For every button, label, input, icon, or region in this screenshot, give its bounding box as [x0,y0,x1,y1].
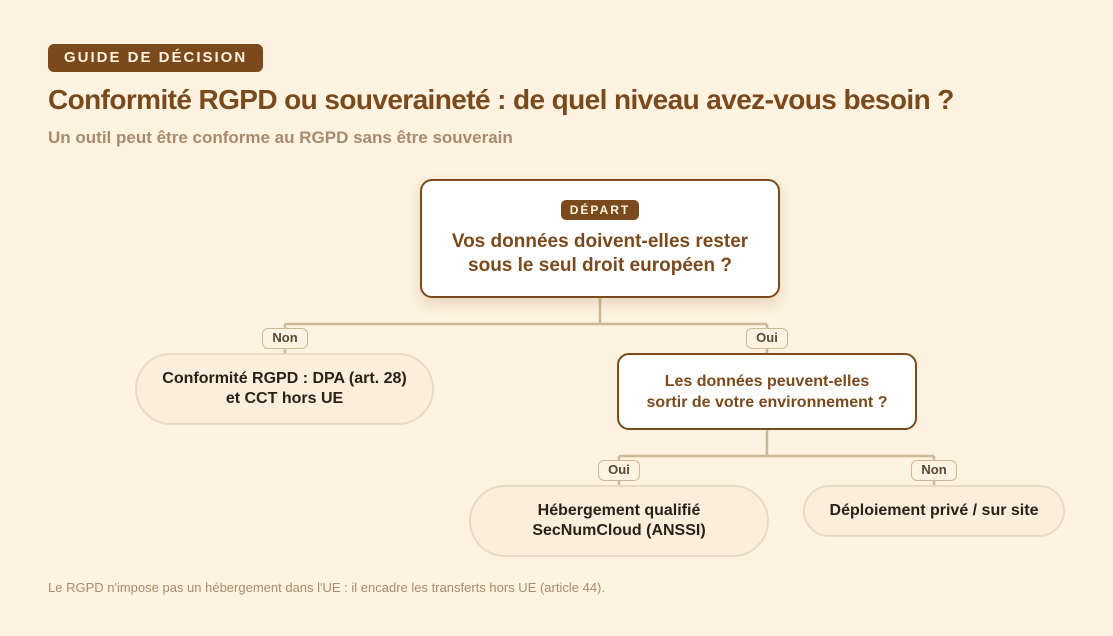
branch-label-no: Non [262,328,308,349]
page-title: Conformité RGPD ou souveraineté : de quel niveau avez-vous besoin ? [48,84,954,115]
outcome-private-deployment [803,485,1065,537]
q2-line-2: sortir de votre environnement ? [646,393,888,411]
outcome-secnumcloud [469,485,769,557]
outcome-private-line-1: Déploiement privé / sur site [829,502,1039,519]
page-subtitle: Un outil peut être conforme au RGPD sans être souverain [48,128,513,147]
branch-label-leaf-no: Non [911,460,957,481]
outcome-gdpr-line-1: Conformité RGPD : DPA (art. 28) [162,370,407,387]
decision-node-environment [617,353,917,430]
decision-node-root [420,179,780,298]
root-question-line-1: Vos données doivent-elles rester [451,230,749,252]
start-tag: DÉPART [561,200,639,220]
outcome-gdpr-compliance [135,353,434,425]
q2-line-1: Les données peuvent-elles [664,372,870,390]
outcome-secnumcloud-line-2: SecNumCloud (ANSSI) [532,522,706,539]
footnote: Le RGPD n'impose pas un hébergement dans l'UE : il encadre les transferts hors UE (article 44). [48,580,606,595]
branch-label-yes: Oui [746,328,788,349]
root-question-line-2: sous le seul droit européen ? [468,254,732,276]
outcome-gdpr-line-2: et CCT hors UE [225,390,344,407]
outcome-secnumcloud-line-1: Hébergement qualifié [537,502,701,519]
branch-label-leaf-yes: Oui [598,460,640,481]
guide-badge: GUIDE DE DÉCISION [48,44,263,72]
